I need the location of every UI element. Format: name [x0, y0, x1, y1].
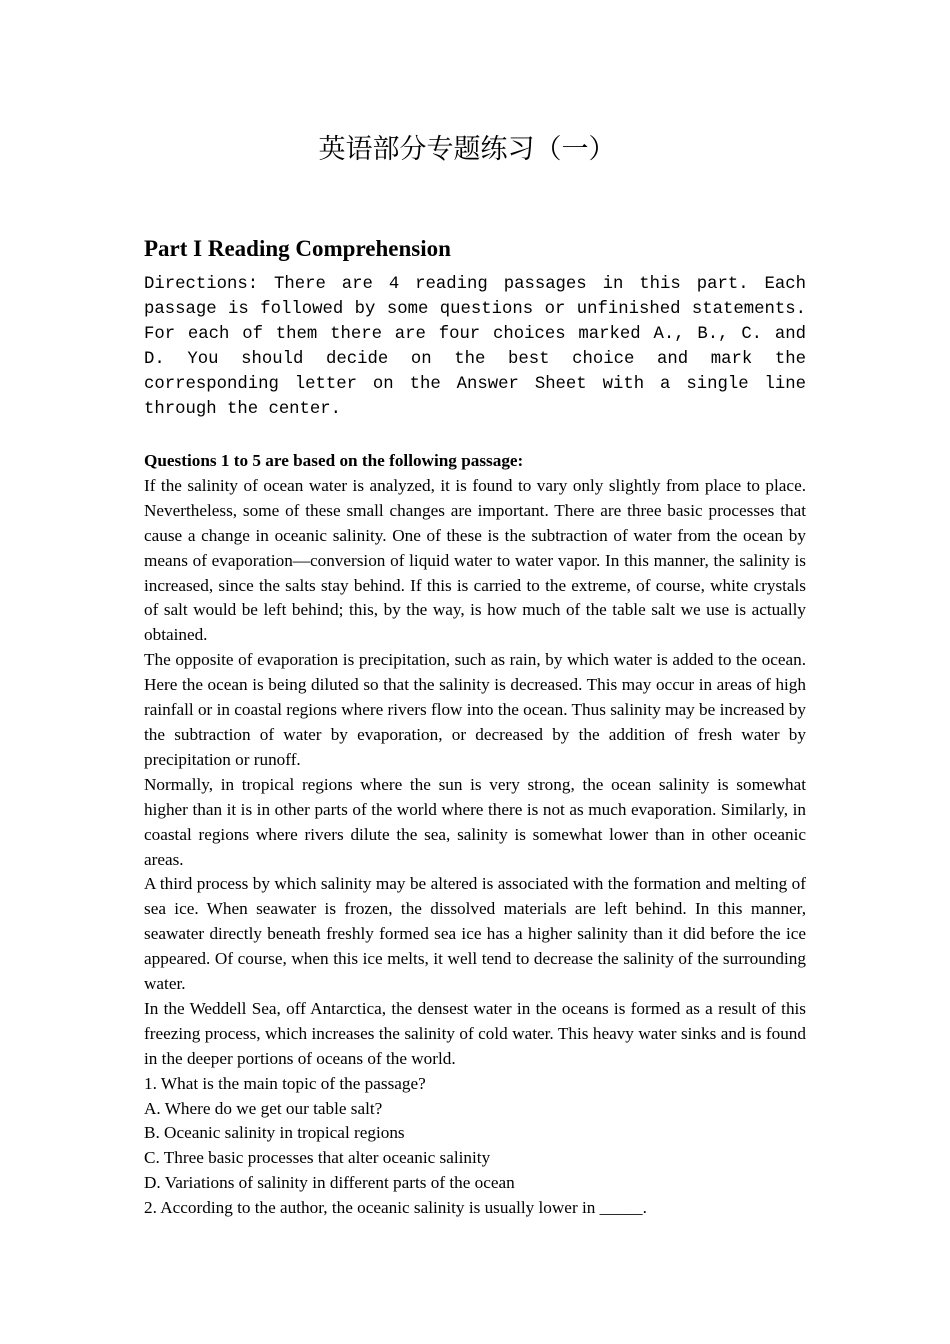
part-heading: Part I Reading Comprehension: [144, 236, 451, 261]
passage-paragraph: A third process by which salinity may be altered is associated with the formation and melting of sea ice. When seawater is frozen, the dissolved materials are left behind. In this manner, seawater directly beneath freshly formed sea ice has a higher salinity than it did before the ice appeared. Of course, when this ice melts, it well tend to decrease the salinity of the surrounding water.: [144, 874, 806, 994]
passage-paragraph: In the Weddell Sea, off Antarctica, the densest water in the oceans is formed as a result of this freezing process, which increases the salinity of cold water. This heavy water sinks and is found in the deeper portions of oceans of the world.: [144, 998, 806, 1068]
passage-paragraph: Normally, in tropical regions where the sun is very strong, the ocean salinity is somewhat higher than it is in other parts of the world where there is not as much evaporation. Similarly, in coastal regions where rivers dilute the sea, salinity is somewhat lower than in other oceanic areas.: [144, 774, 806, 869]
document-title: 英语部分专题练习（一）: [318, 134, 616, 165]
question-2-stem: 2. According to the author, the oceanic salinity is usually lower in _____.: [144, 1198, 647, 1218]
passage-paragraph: The opposite of evaporation is precipitation, such as rain, by which water is added to the ocean. Here the ocean is being diluted so that the salinity is decreased. This may occur in areas of high rainfall or in coastal regions where rivers flow into the ocean. Thus salinity may be increased by the subtraction of water by evaporation, or decreased by the addition of fresh water by precipitation or runoff.: [144, 650, 806, 769]
passage-heading: Questions 1 to 5 are based on the following passage:: [144, 451, 524, 470]
question-1-option-a: A. Where do we get our table salt?: [144, 1098, 383, 1118]
question-1-option-b: B. Oceanic salinity in tropical regions: [144, 1123, 405, 1143]
question-1-stem: 1. What is the main topic of the passage?: [144, 1073, 426, 1093]
directions-text: Directions: There are 4 reading passages in this part. Each passage is followed by some questions or unfinished statements. For each of them there are four choices marked A., B., C. and D. You should decide on the best choice and mark the corresponding letter on the Answer Sheet with a single line through the center.: [144, 275, 806, 419]
passage-section: [144, 449, 806, 1221]
question-1-option-c: C. Three basic processes that alter oceanic salinity: [144, 1148, 491, 1168]
passage-paragraph: If the salinity of ocean water is analyzed, it is found to vary only slightly from place to place. Nevertheless, some of these small changes are important. There are three basic processes that cause a change in oceanic salinity. One of these is the subtraction of water from the ocean by means of evaporation—conversion of liquid water to water vapor. In this manner, the salinity is increased, since the salts stay behind. If this is carried to the extreme, of course, white crystals of salt would be left behind; this, by the way, is how much of the table salt we use is actually obtained.: [144, 475, 806, 645]
question-1-option-d: D. Variations of salinity in different parts of the ocean: [144, 1173, 515, 1193]
